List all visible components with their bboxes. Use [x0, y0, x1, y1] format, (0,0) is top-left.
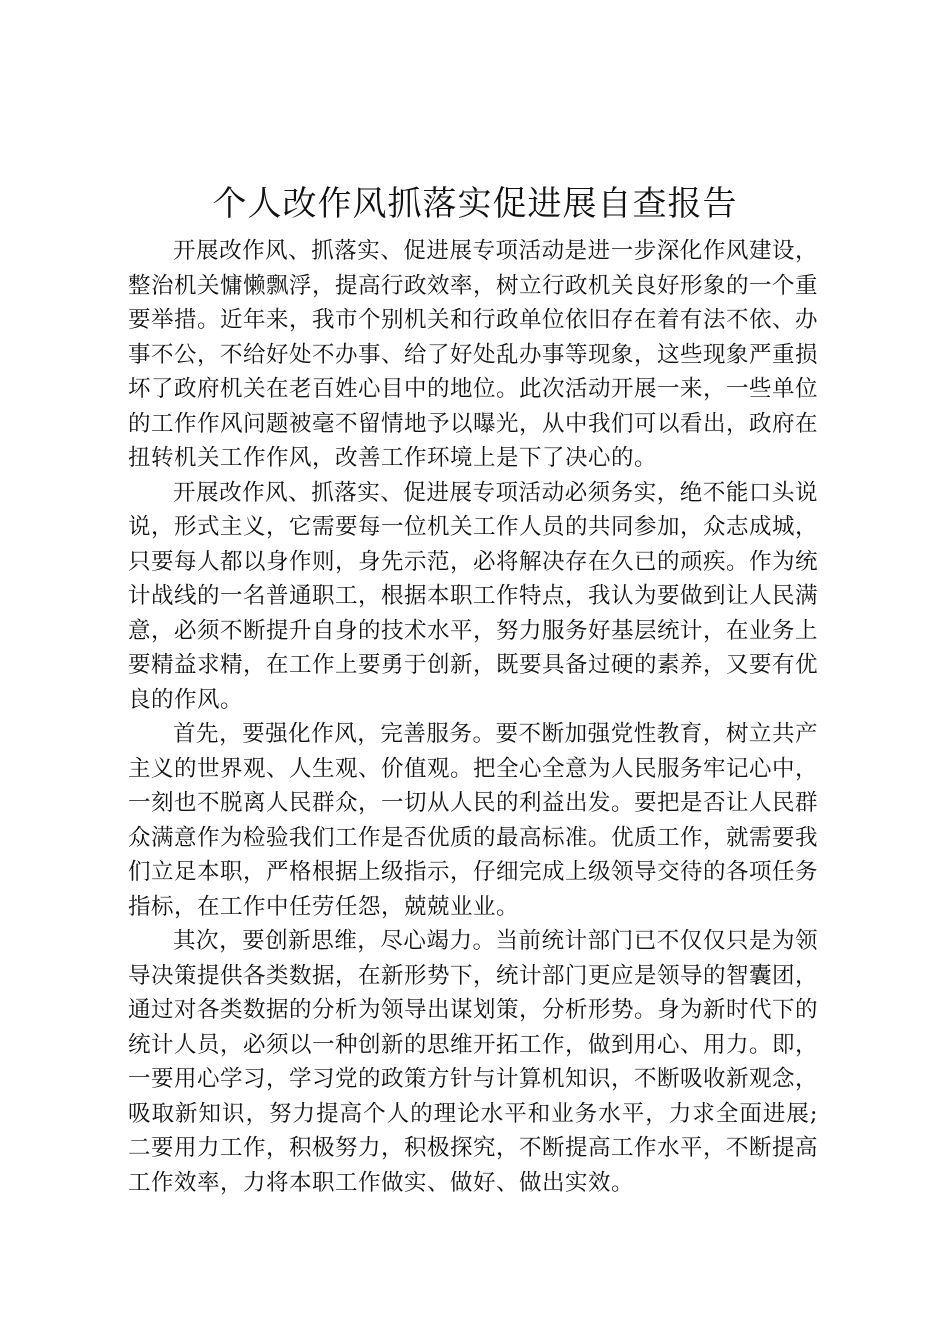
paragraph-requirements: 开展改作风、抓落实、促进展专项活动必须务实，绝不能口头说说，形式主义，它需要每一位机关工作人员的共同参加，众志成城，只要每人都以身作则，身先示范，必将解决存在久已的顽疾。作为统计战线的一名普通职工，根据本职工作特点，我认为要做到让人民满意，必须不断提升自身的技术水平，努力服务好基层统计，在业务上要精益求精，在工作上要勇于创新，既要具备过硬的素养，又要有优良的作风。 — [128, 479, 819, 713]
paragraph-intro: 开展改作风、抓落实、促进展专项活动是进一步深化作风建设，整治机关慵懒飘浮，提高行政效率，树立行政机关良好形象的一个重要举措。近年来，我市个别机关和行政单位依旧存在着有法不依、办事不公，不给好处不办事、给了好处乱办事等现象，这些现象严重损坏了政府机关在老百姓心目中的地位。此次活动开展一来，一些单位的工作作风问题被毫不留情地予以曝光，从中我们可以看出，政府在扭转机关工作作风，改善工作环境上是下了决心的。 — [128, 238, 819, 471]
document-body — [128, 234, 818, 1200]
document-title: 个人改作风抓落实促进展自查报告 — [212, 184, 738, 224]
paragraph-first-point: 首先，要强化作风，完善服务。要不断加强党性教育，树立共产主义的世界观、人生观、价值观。把全心全意为人民服务牢记心中，一刻也不脱离人民群众，一切从人民的利益出发。要把是否让人民群众满意作为检验我们工作是否优质的最高标准。优质工作，就需要我们立足本职，严格根据上级指示，仔细完成上级领导交待的各项任务指标，在工作中任劳任怨，兢兢业业。 — [128, 721, 819, 920]
paragraph-second-point: 其次，要创新思维，尽心竭力。当前统计部门已不仅仅只是为领导决策提供各类数据，在新形势下，统计部门更应是领导的智囊团，通过对各类数据的分析为领导出谋划策，分析形势。身为新时代下的统计人员，必须以一种创新的思维开拓工作，做到用心、用力。即，一要用心学习，学习党的政策方针与计算机知识，不断吸收新观念，吸取新知识，努力提高个人的理论水平和业务水平，力求全面进展;二要用力工作，积极努力，积极探究，不断提高工作水平，不断提高工作效率，力将本职工作做实、做好、做出实效。 — [128, 928, 819, 1196]
